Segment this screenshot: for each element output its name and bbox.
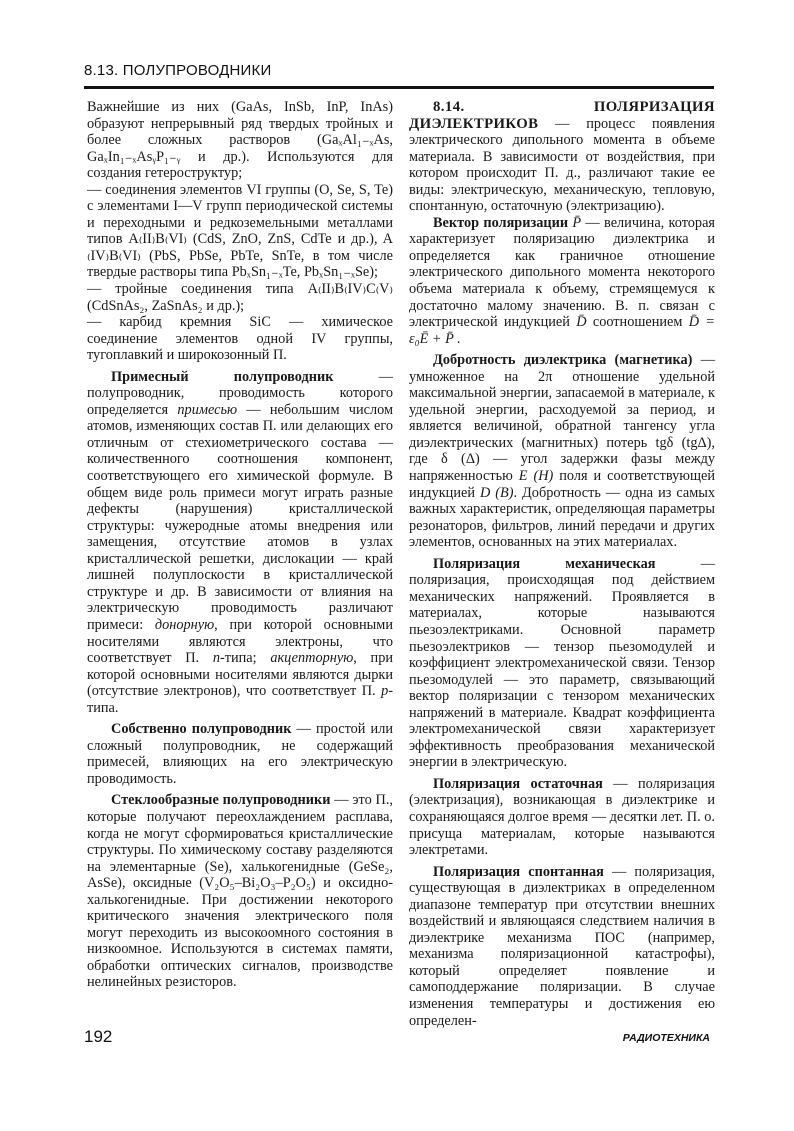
definition-text: — полупроводник, проводимость которого определяется: [87, 368, 393, 418]
italic-term: донорную: [154, 616, 215, 633]
paragraph-compounds-iii-v: Важнейшие из них (GaAs, InSb, InP, InAs) образуют непрерывный ряд твердых тройных и более сложных растворов (GaₓAl₁₋ₓAs, GaₓIn₁₋ₓAsᵧP₁₋ᵧ и др.). Используются для создания гетероструктур;: [87, 99, 393, 182]
term-residual-polarization: Поляризация остаточная: [433, 775, 603, 792]
italic-symbol: D (B): [479, 484, 514, 501]
entry-spontaneous-polarization: [409, 864, 715, 1029]
definition-text: — небольшим числом атомов, изменяющих состав П. или делающих его отличным от стехиометрического состава — количественного соотношения компонент, соответствующего его химической формуле. В общем виде роль примеси могут играть разные дефекты (нарушения) кристаллической структуры: чужеродные атомы внедрения или замещения, отсутствие атомов в узлах кристаллической решетки, дислокации — край лишней полуплоскости в кристаллической структуре и др. В зависимости от влияния на электрическую проводимость различают примеси:: [87, 401, 394, 633]
entry-glassy-semiconductors: [87, 792, 393, 991]
definition-text: — процесс появления электрического дипольного момента в объеме материала. В зависимости от воздействия, при котором происходит П. д., различают такие ее виды: электрическую, механическую, тепловую, спонтанную, остаточную (электризацию).: [409, 115, 715, 215]
italic-term: примесью: [177, 401, 238, 418]
italic-symbol: E (H): [518, 468, 554, 485]
term-impurity-semiconductor: Примесный полупроводник: [111, 368, 334, 385]
definition-text: -типа.: [87, 683, 393, 716]
symbol-d-vector: D̄: [576, 314, 587, 331]
section-dielectric-polarization: [409, 99, 715, 215]
definition-text: -типа;: [219, 650, 271, 667]
definition-text: — это П., которые получают переохлаждением расплава, когда не могут сформироваться кристаллические структуры. По химическому составу разделяются на элементарные (Se), халькогенидные (GeSe₂, AsSe), оксидные (V₂O₅–Bi₂O₃–P₂O₅) и оксидно-халькогенидные. При достижении некоторого критического значения электрического поля могут переходить из высокоомного состояния в низкоомное. Используются в системах памяти, обработки оптических сигналов, производстве нелинейных резисторов.: [87, 792, 394, 991]
entry-impurity-semiconductor: [87, 369, 393, 716]
definition-text: соотношением: [586, 314, 689, 331]
formula: D̄ = ε₀Ē + P̄ .: [409, 314, 716, 347]
definition-text: — величина, которая характеризует поляризацию диэлектрика и определяется как граничное отношение электрического дипольного момента некоторого объема материала к объему, стремящемуся к достаточно малому значению. В. п. связан с электрической индукцией: [409, 214, 715, 331]
definition-text: поля и соответствующей индукцией: [409, 468, 715, 501]
list-item-sic: — карбид кремния SiC — химическое соединение элементов одной IV группы, тугоплавкий и широкозонный П.: [87, 314, 393, 364]
definition-text: — поляризация, происходящая под действием механических напряжений. Проявляется в материалах, которые называются пьезоэлектриками. Основной параметр пьезоэлектриков — тензор пьезомодулей и коэффициент электромеханической связи. Тензор пьезомодулей — это параметр, связывающий вектор поляризации с тензором механических напряжений в материале. Квадрат коэффициента электромеханической связи характеризует эффективность преобразования механической энергии в электрическую.: [409, 555, 716, 771]
entry-mechanical-polarization: [409, 556, 715, 771]
running-header-title: 8.13. ПОЛУПРОВОДНИКИ: [84, 62, 272, 79]
definition-text: , при которой основными носителями являются электроны, что соответствует П.: [87, 616, 393, 667]
entry-residual-polarization: [409, 776, 715, 859]
italic-symbol: p: [381, 683, 389, 700]
list-item-ternary: — тройные соединения типа A₍II₎B₍IV₎C₍V₎ (CdSnAs₂, ZaSnAs₂ и др.);: [87, 281, 393, 314]
left-column: [87, 99, 393, 991]
term-polarization-vector: Вектор поляризации: [433, 214, 569, 231]
list-item-vi-group: — соединения элементов VI группы (O, Se, S, Te) с элементами I—V групп периодической системы и переходными и редкоземельными металлами типов A₍II₎B₍VI₎ (CdS, ZnO, ZnS, CdTe и др.), A ₍IV₎B₍VI₎ (PbS, PbSe, PbTe, SnTe, в том числе твердые растворы типа PbₓSn₁₋ₓTe, PbₓSn₁₋ₓSe);: [87, 181, 393, 281]
term-glassy-semiconductors: Стеклообразные полупроводники: [111, 792, 331, 809]
term-dielectric-quality: Добротность диэлектрика (магнетика): [433, 352, 693, 369]
definition-text: , при которой основными носителями являются дырки (отсутствие электронов), что соответствует П.: [87, 650, 394, 700]
page-number: 192: [84, 1027, 113, 1046]
definition-text: — поляризация, существующая в диэлектриках в определенном диапазоне температур при отсутствии внешних воздействий и являющаяся следствием наличия в диэлектрике механизма ПОС (например, механизма поляризационной катастрофы), который определяет появление и самоподдержание поляризации. В случае изменения температуры и достижения ею определен-: [409, 863, 715, 1029]
book-title: РАДИОТЕХНИКА: [622, 1032, 710, 1044]
term-mechanical-polarization: Поляризация механическая: [433, 555, 656, 572]
definition-text: — простой или сложный полупроводник, не содержащий примесей, влияющих на его электрическую проводимость.: [87, 721, 393, 787]
entry-polarization-vector: [409, 215, 715, 347]
header-rule: [84, 86, 714, 89]
definition-text: — умноженное на 2π отношение удельной максимальной энергии, запасаемой в материале, к удельной энергии, расходуемой за период, и является величиной, обратной тангенсу угла диэлектрических (магнитных) потерь tgδ (tgΔ), где δ (Δ) — угол задержки фазы между напряженностью: [409, 352, 715, 485]
right-column: [409, 99, 715, 1029]
term-intrinsic-semiconductor: Собственно полупроводник: [111, 721, 292, 738]
definition-text: . Добротность — одна из самых важных характеристик, определяющая параметры резонаторов, фильтров, линий передачи и других элементов, основанных на этих материалах.: [409, 484, 716, 551]
section-title: 8.14. ПОЛЯРИЗАЦИЯ ДИЭЛЕКТРИКОВ: [409, 99, 715, 132]
symbol-p-vector: P̄: [572, 214, 582, 231]
term-spontaneous-polarization: Поляризация спонтанная: [433, 863, 604, 880]
entry-dielectric-quality: [409, 352, 715, 551]
definition-text: — поляризация (электризация), возникающая в диэлектрике и сохраняющаяся долгое время — десятки лет. П. о. присуща материалам, которые называются электретами.: [409, 775, 715, 859]
italic-term: акцепторную: [270, 650, 354, 667]
italic-symbol: n: [212, 650, 220, 667]
entry-intrinsic-semiconductor: [87, 721, 393, 787]
